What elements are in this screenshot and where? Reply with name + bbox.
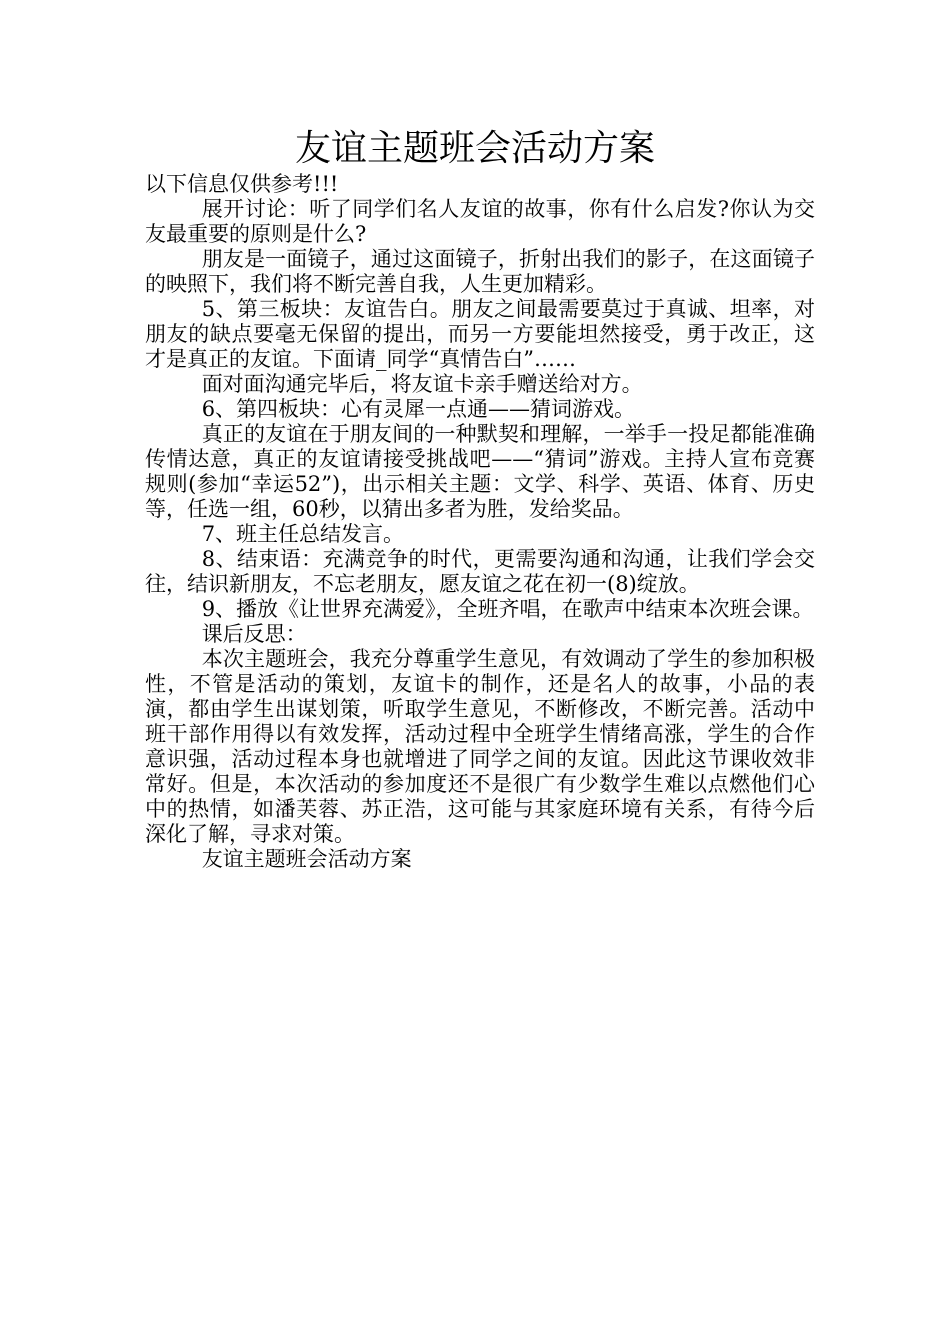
document-body [145, 172, 815, 872]
paragraph-section-3: 5、第三板块：友谊告白。朋友之间最需要莫过于真诚、坦率，对朋友的缺点要毫无保留的提出，而另一方要能坦然接受，勇于改正，这才是真正的友谊。下面请_同学“真情告白”…… [145, 297, 815, 371]
paragraph-mirror: 朋友是一面镜子，通过这面镜子，折射出我们的影子，在这面镜子的映照下，我们将不断完善自我，人生更加精彩。 [145, 247, 815, 296]
paragraph-section-4: 6、第四板块：心有灵犀一点通——猜词游戏。 [201, 397, 636, 421]
paragraph-discussion: 展开讨论：听了同学们名人友谊的故事，你有什么启发?你认为交友最重要的原则是什么? [145, 197, 815, 246]
paragraph-step-8: 8、结束语：充满竞争的时代，更需要沟通和沟通，让我们学会交往，结识新朋友，不忘老朋友，愿友谊之花在初一(8)绽放。 [145, 547, 815, 596]
paragraph-closing-title: 友谊主题班会活动方案 [201, 847, 412, 871]
paragraph-disclaimer: 以下信息仅供参考!!! [145, 172, 339, 196]
document-title: 友谊主题班会活动方案 [294, 128, 655, 169]
paragraph-reflection-heading: 课后反思： [201, 622, 307, 646]
paragraph-step-9: 9、播放《让世界充满爱》，全班齐唱，在歌声中结束本次班会课。 [201, 597, 814, 621]
paragraph-reflection: 本次主题班会，我充分尊重学生意见，有效调动了学生的参加积极性，不管是活动的策划，友谊卡的制作，还是名人的故事，小品的表演，都由学生出谋划策，听取学生意见，不断修改，不断完善。活动中班干部作用得以有效发挥，活动过程中全班学生情绪高涨，学生的合作意识强，活动过程本身也就增进了同学之间的友谊。因此这节课收效非常好。但是，本次活动的参加度还不是很广有少数学生难以点燃他们心中的热情，如潘芙蓉、苏正浩，这可能与其家庭环境有关系，有待今后深化了解，寻求对策。 [145, 647, 815, 846]
paragraph-card-exchange: 面对面沟通完毕后，将友谊卡亲手赠送给对方。 [201, 372, 643, 396]
paragraph-step-7: 7、班主任总结发言。 [201, 522, 405, 546]
paragraph-word-game: 真正的友谊在于朋友间的一种默契和理解，一举手一投足都能准确传情达意，真正的友谊请接受挑战吧——“猜词”游戏。主持人宣布竞赛规则(参加“幸运52”)，出示相关主题：文学、科学、英语、体育、历史等，任选一组，60秒，以猜出多者为胜，发给奖品。 [145, 422, 815, 521]
